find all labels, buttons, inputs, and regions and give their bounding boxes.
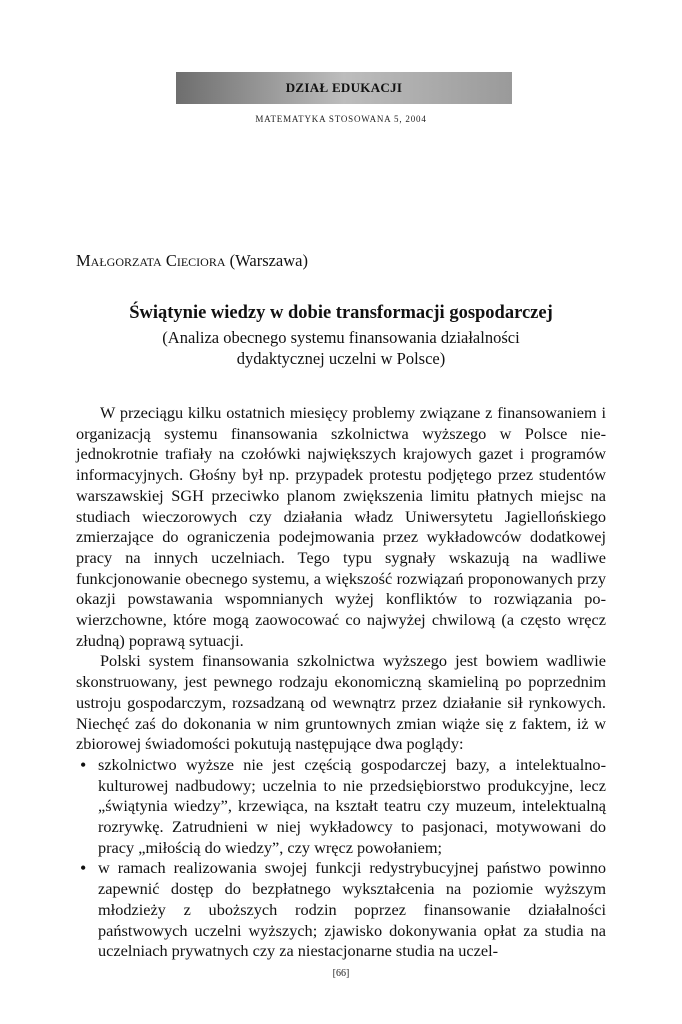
article-subtitle [0, 327, 682, 369]
page-number: [66] [332, 968, 350, 979]
author-name: Małgorzata Cieciora [76, 251, 226, 270]
article-body [76, 403, 606, 962]
bullet-list [76, 755, 606, 962]
paragraph-1: W przeciągu kilku ostatnich miesięcy problemy związane z finansowaniem i organizacją systemu finansowania szkolnictwa wyższego w Polsce niejednokrotnie trafiały na czołówki największych krajowych gazet i programów informacyjnych. Głośny był np. przypadek protestu podjętego przez studentów warszawskiej SGH przeciwko planom zwiększenia limitu płatnych miejsc na studiach wieczorowych czy działania władz Uniwersytetu Jagiellońskiego zmierzające do ograniczenia podejmowania przez wykładowców dodatkowej pracy na innych uczelniach. Tego typu sygnały wskazują na wadliwe funkcjonowanie obecnego systemu, a większość rozwiązań proponowanych przy okazji powstawania wspomnianych wyżej konfliktów to rozwiązania powierzchowne, które mogą zaowocować co najwyżej chwilową (a często wręcz złudną) poprawą sytuacji. [76, 403, 606, 650]
subtitle-line-2: dydaktycznej uczelni w Polsce) [236, 349, 446, 368]
bullet-item-2: • w ramach realizowania swojej funkcji redystrybucyjnej państwo powinno zapewnić dostęp do bezpłatnego wykształcenia na poziomie wyższym młodzieży z uboższych rodzin poprzez finansowanie działalności państwowych uczelni wyższych; zjawisko dokonywania opłat za studia na uczelniach prywatnych czy za niestacjonarne studia na uczel- [76, 858, 606, 962]
bullet-item-1: • szkolnictwo wyższe nie jest częścią gospodarczej bazy, a intelektualno-kulturowej nadbudowy; uczelnia to nie przedsiębiorstwo produkcyjne, lecz „świątynia wiedzy”, krzewiąca, na kształt teatru czy muzeum, intelektualną rozrywkę. Zatrudnieni w niej wykładowcy to pasjonaci, motywowani do pracy „miłością do wiedzy”, czy wręcz powołaniem; [76, 755, 606, 859]
journal-citation: MATEMATYKA STOSOWANA 5, 2004 [255, 114, 427, 124]
paragraph-2: Polski system finansowania szkolnictwa wyższego jest bowiem wadliwie skonstruowany, jest pewnego rodzaju ekonomiczną skamieliną po poprzednim ustroju gospodarczym, rozsadzaną od wewnątrz przez działanie sił rynkowych. Niechęć zaś do dokonania w nim gruntownych zmian wiąże się z faktem, iż w zbiorowej świadomości pokutują następujące dwa poglądy: [76, 651, 606, 754]
author-affiliation: (Warszawa) [229, 251, 308, 270]
section-title: DZIAŁ EDUKACJI [285, 80, 403, 95]
author-line [76, 251, 308, 271]
article-title: Świątynie wiedzy w dobie transformacji gospodarczej [129, 303, 553, 323]
subtitle-line-1: (Analiza obecnego systemu finansowania działalności [162, 328, 520, 347]
section-banner [176, 72, 512, 104]
